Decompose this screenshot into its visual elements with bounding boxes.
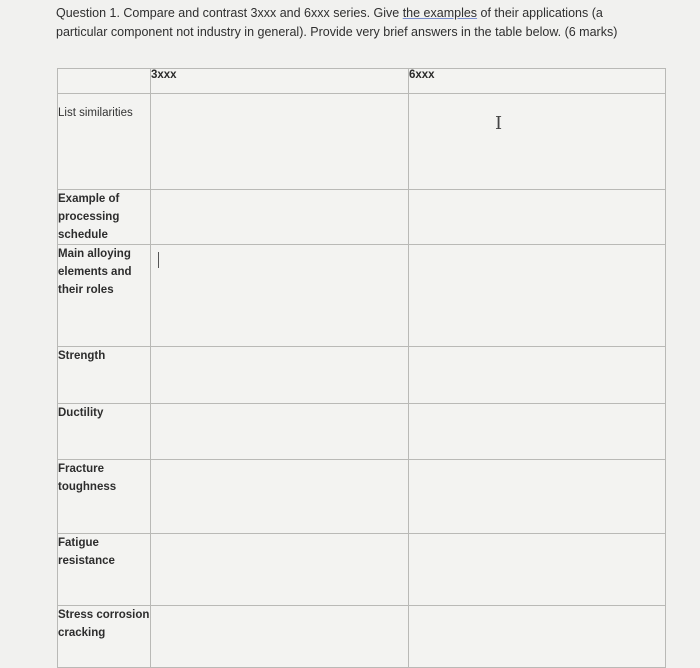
row-label-alloying: Main alloying elements and their roles [58,245,151,347]
header-blank [58,69,151,94]
text-caret [158,252,159,268]
table-row [58,403,666,459]
table-row [58,533,666,605]
cell-fracture-6xxx[interactable] [409,459,666,533]
row-label-fracture: Fracture toughness [58,459,151,533]
examples-link[interactable]: the examples [402,6,478,20]
table-row [58,245,666,347]
table-row [58,347,666,403]
table-row [58,94,666,190]
row-label-processing: Example of processing schedule [58,190,151,245]
cell-alloying-3xxx[interactable] [151,245,409,347]
comparison-table [57,68,666,668]
question-text-end: of their applications (a particular component not industry in general). Provide very brief answers in the table below. (6 marks) [56,6,618,39]
row-label-fatigue: Fatigue resistance [58,533,151,605]
cell-fracture-3xxx[interactable] [151,459,409,533]
header-3xxx: 3xxx [151,69,409,94]
cell-ductility-3xxx[interactable] [151,403,409,459]
cell-scc-3xxx[interactable] [151,605,409,667]
question-text-start: Question 1. Compare and contrast 3xxx and 6xxx series. Give [56,6,403,20]
cell-processing-6xxx[interactable] [409,190,666,245]
row-label-scc: Stress corrosion cracking [58,605,151,667]
cell-scc-6xxx[interactable] [409,605,666,667]
cell-processing-3xxx[interactable] [151,190,409,245]
row-label-similarities: List similarities [58,94,151,190]
text-cursor-icon: I [495,113,503,134]
row-label-ductility: Ductility [58,403,151,459]
header-6xxx: 6xxx [409,69,666,94]
table-header-row [58,69,666,94]
row-label-strength: Strength [58,347,151,403]
cell-strength-3xxx[interactable] [151,347,409,403]
question-text [56,4,656,42]
cell-fatigue-3xxx[interactable] [151,533,409,605]
cell-alloying-6xxx[interactable] [409,245,666,347]
cell-ductility-6xxx[interactable] [409,403,666,459]
cell-similarities-6xxx[interactable] [409,94,666,190]
cell-similarities-3xxx[interactable] [151,94,409,190]
table-row [58,605,666,667]
table-row [58,459,666,533]
cell-fatigue-6xxx[interactable] [409,533,666,605]
cell-strength-6xxx[interactable] [409,347,666,403]
table-row [58,190,666,245]
